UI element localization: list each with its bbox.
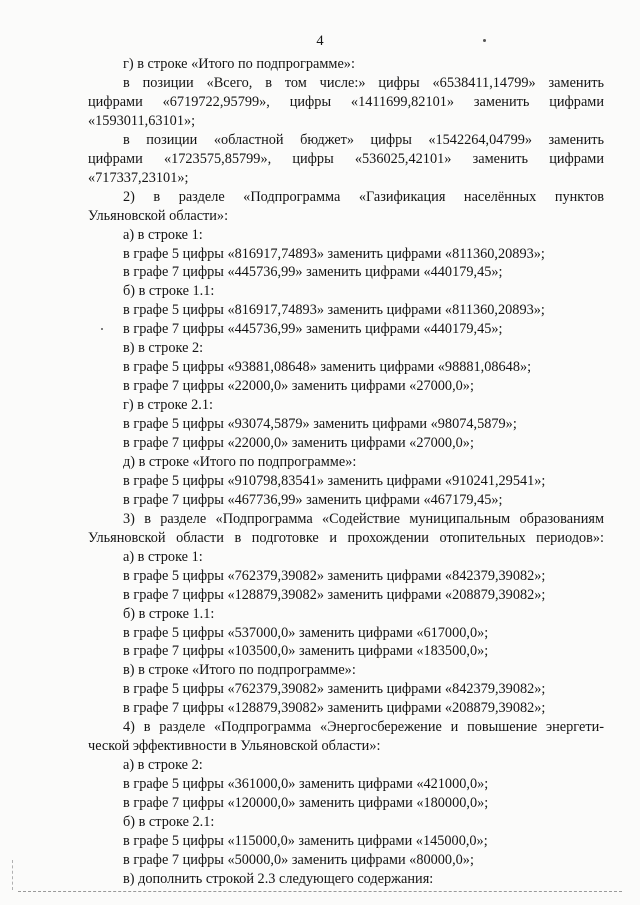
text-line: в графе 7 цифры «22000,0» заменить цифрами «27000,0»; [123,435,474,451]
text-line: в графе 5 цифры «762379,39082» заменить цифрами «842379,39082»; [123,567,546,584]
scan-edge-left [12,860,13,890]
text-line: г) в строке 2.1: [123,397,213,414]
text-line: «1593011,63101»; [88,112,196,129]
text-line: цифрами «6719722,95799», цифры «1411699,82101» заменить цифрами [88,93,604,110]
text-line: в графе 5 цифры «361000,0» заменить цифрами «421000,0»; [123,776,489,793]
text-line: в графе 7 цифры «128879,39082» заменить цифрами «208879,39082»; [123,700,546,717]
text-line: в графе 5 цифры «910798,83541» заменить цифрами «910241,29541»; [123,472,546,489]
text-line: Ульяновской области»: [88,207,229,224]
text-line: в графе 7 цифры «445736,99» заменить цифрами «440179,45»; [123,264,503,281]
text-line: д) в строке «Итого по подпрограмме»: [123,453,357,470]
text-line: а) в строке 1: [123,548,203,565]
text-line: 2) в разделе «Подпрограмма «Газификация населённых пунктов [123,188,604,205]
text-line: а) в строке 2: [123,757,203,774]
text-line: б) в строке 2.1: [123,814,215,830]
text-line: в графе 5 цифры «93881,08648» заменить цифрами «98881,08648»; [123,359,532,376]
text-line: в графе 7 цифры «50000,0» заменить цифрами «80000,0»; [123,851,474,868]
text-line: а) в строке 1: [123,226,203,243]
text-line: в графе 5 цифры «93074,5879» заменить цифрами «98074,5879»; [123,416,517,433]
text-line: «717337,23101»; [88,169,189,186]
text-line: 3) в разделе «Подпрограмма «Содействие муниципальным образованиям [123,510,604,527]
scan-speck [101,328,103,330]
text-line: в графе 7 цифры «103500,0» заменить цифрами «183500,0»; [123,643,489,660]
text-line: г) в строке «Итого по подпрограмме»: [123,56,355,72]
text-line: в графе 5 цифры «816917,74893» заменить цифрами «811360,20893»; [123,245,545,262]
text-line: в позиции «областной бюджет» цифры «1542264,04799» заменить [123,131,604,148]
text-line: в позиции «Всего, в том числе:» цифры «6538411,14799» заменить [123,74,604,91]
text-line: в графе 5 цифры «115000,0» заменить цифрами «145000,0»; [123,832,488,849]
text-line: в графе 7 цифры «128879,39082» заменить цифрами «208879,39082»; [123,586,546,603]
text-line: цифрами «1723575,85799», цифры «536025,42101» заменить цифрами [88,150,604,167]
text-line: в графе 7 цифры «467736,99» заменить цифрами «467179,45»; [123,491,503,508]
text-line: в графе 7 цифры «445736,99» заменить цифрами «440179,45»; [123,321,503,338]
text-line: 4) в разделе «Подпрограмма «Энергосбережение и повышение энергети- [123,719,604,736]
scan-edge-bottom [18,891,622,892]
text-line: ческой эффективности в Ульяновской области»: [88,738,381,755]
text-line: Ульяновской области в подготовке и прохождении отопительных периодов»: [88,529,604,546]
text-line: в) в строке 2: [123,340,204,357]
text-line: в) дополнить строкой 2.3 следующего содержания: [123,870,434,887]
page-number: 4 [316,33,324,49]
text-line: в графе 5 цифры «762379,39082» заменить цифрами «842379,39082»; [123,681,546,698]
text-line: в графе 5 цифры «537000,0» заменить цифрами «617000,0»; [123,624,489,641]
text-line: б) в строке 1.1: [123,605,215,622]
text-line: б) в строке 1.1: [123,283,215,300]
text-line: в) в строке «Итого по подпрограмме»: [123,662,356,679]
scan-speck [483,39,486,42]
text-line: в графе 7 цифры «22000,0» заменить цифрами «27000,0»; [123,378,474,395]
text-line: в графе 7 цифры «120000,0» заменить цифрами «180000,0»; [123,795,489,812]
text-line: в графе 5 цифры «816917,74893» заменить цифрами «811360,20893»; [123,302,545,319]
